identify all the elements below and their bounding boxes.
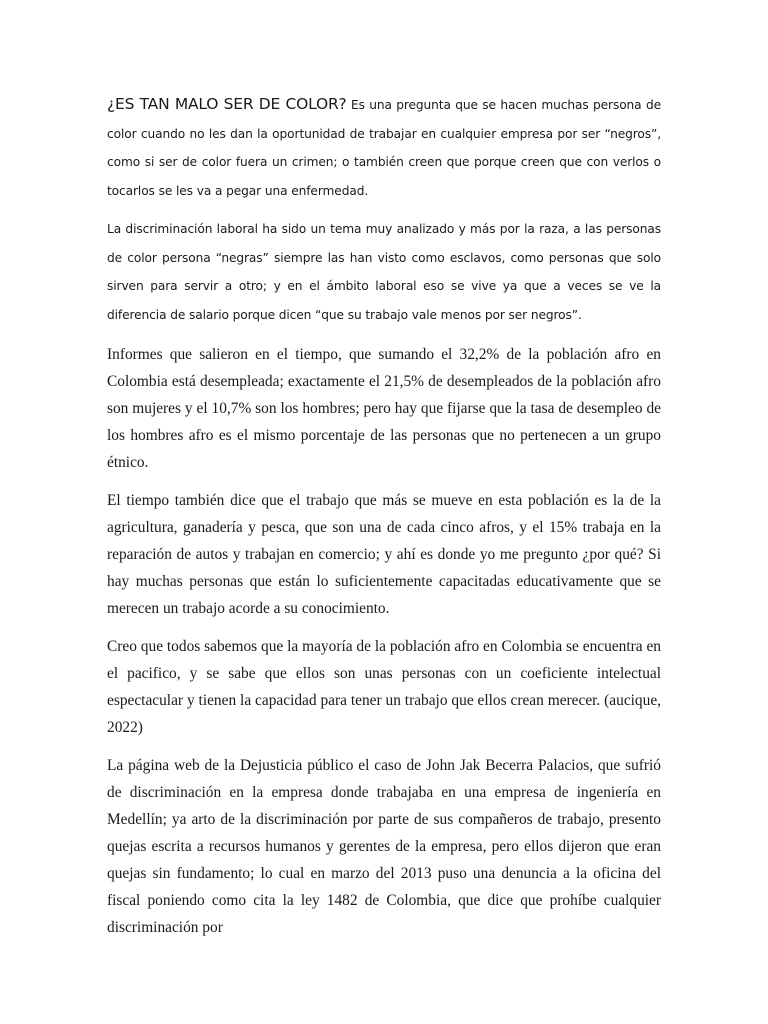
document-body: [107, 90, 661, 952]
document-heading: ¿ES TAN MALO SER DE COLOR?: [107, 95, 347, 113]
paragraph-discrimination: La discriminación laboral ha sido un tema muy analizado y más por la raza, a las personas de color persona “negras” siempre las han visto como esclavos, como personas que solo sirven para servir a otro; y en el ámbito laboral eso se vive ya que a veces se ve la diferencia de salario porque dicen “que su trabajo vale menos por ser negros”.: [107, 222, 661, 322]
paragraph-intro: [107, 90, 661, 205]
paragraph-employment-sectors: El tiempo también dice que el trabajo que más se mueve en esta población es la de la agricultura, ganadería y pesca, que son una de cada cinco afros, y el 15% trabaja en la reparación de autos y trabajan en comercio; y ahí es donde yo me pregunto ¿por qué? Si hay muchas personas que están lo suficientemente capacitadas educativamente que se merecen un trabajo acorde a su conocimiento.: [107, 492, 661, 617]
paragraph-pacific: Creo que todos sabemos que la mayoría de la población afro en Colombia se encuentra en el pacifico, y se sabe que ellos son unas personas con un coeficiente intelectual espectacular y tienen la capacidad para tener un trabajo que ellos crean merecer. (aucique, 2022): [107, 638, 661, 736]
paragraph-intro-text: Es una pregunta que se hacen muchas persona de color cuando no les dan la oportunidad de trabajar en cualquier empresa por ser “negros”, como si ser de color fuera un crimen; o también creen que porque creen que con verlos o tocarlos se les va a pegar una enfermedad.: [107, 98, 661, 198]
paragraph-case: La página web de la Dejusticia público el caso de John Jak Becerra Palacios, que sufrió de discriminación en la empresa donde trabajaba en una empresa de ingeniería en Medellín; ya arto de la discriminación por parte de sus compañeros de trabajo, presento quejas escrita a recursos humanos y gerentes de la empresa, pero ellos dijeron que eran quejas sin fundamento; lo cual en marzo del 2013 puso una denuncia a la oficina del fiscal poniendo como cita la ley 1482 de Colombia, que dice que prohíbe cualquier discriminación por: [107, 757, 661, 936]
paragraph-unemployment: Informes que salieron en el tiempo, que sumando el 32,2% de la población afro en Colombia está desempleada; exactamente el 21,5% de desempleados de la población afro son mujeres y el 10,7% son los hombres; pero hay que fijarse que la tasa de desempleo de los hombres afro es el mismo porcentaje de las personas que no pertenecen a un grupo étnico.: [107, 346, 661, 471]
